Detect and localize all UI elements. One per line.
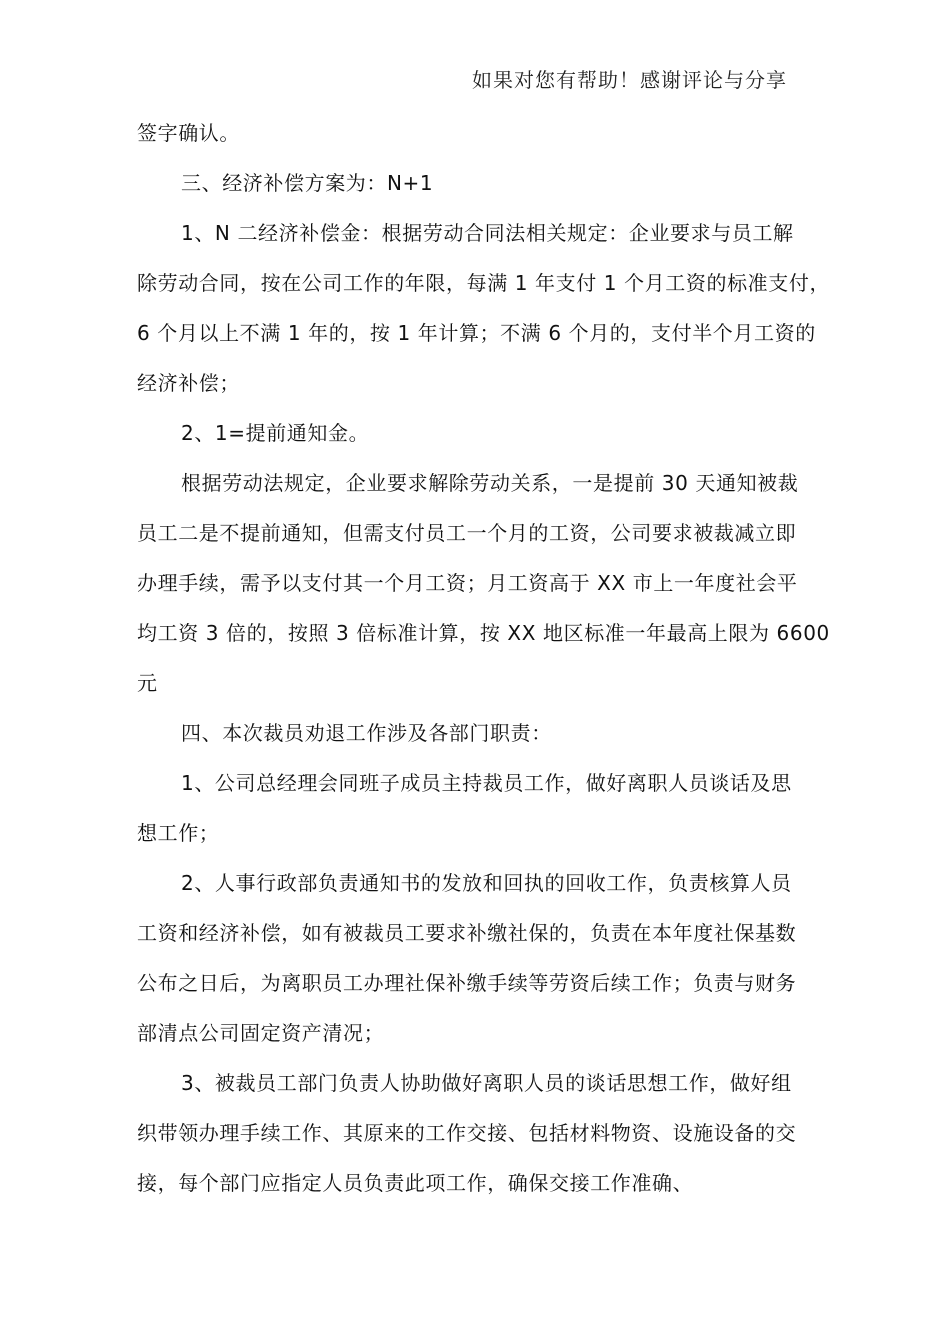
text-line: 公布之日后，为离职员工办理社保补缴手续等劳资后续工作；负责与财务 xyxy=(137,971,797,995)
text-line: 6 个月以上不满 1 年的，按 1 年计算；不满 6 个月的，支付半个月工资的 xyxy=(137,321,816,345)
text-line: 除劳动合同，按在公司工作的年限，每满 1 年支付 1 个月工资的标准支付， xyxy=(137,271,831,295)
text-line: 签字确认。 xyxy=(137,121,240,145)
document-body xyxy=(137,108,831,1208)
text-line: 工资和经济补偿，如有被裁员工要求补缴社保的，负责在本年度社保基数 xyxy=(137,921,797,945)
section-heading-compensation: 三、经济补偿方案为：N+1 xyxy=(181,171,434,195)
text-line: 织带领办理手续工作、其原来的工作交接、包括材料物资、设施设备的交 xyxy=(137,1121,797,1145)
text-line: 想工作； xyxy=(137,821,220,845)
text-line: 员工二是不提前通知，但需支付员工一个月的工资，公司要求被裁减立即 xyxy=(137,521,797,545)
header-note: 如果对您有帮助！感谢评论与分享 xyxy=(472,68,787,92)
text-line: 根据劳动法规定，企业要求解除劳动关系，一是提前 30 天通知被裁 xyxy=(181,471,799,495)
text-line: 1、公司总经理会同班子成员主持裁员工作，做好离职人员谈话及思 xyxy=(181,771,792,795)
text-line: 2、人事行政部负责通知书的发放和回执的回收工作，负责核算人员 xyxy=(181,871,792,895)
text-line: 3、被裁员工部门负责人协助做好离职人员的谈话思想工作，做好组 xyxy=(181,1071,792,1095)
text-line: 接，每个部门应指定人员负责此项工作，确保交接工作准确、 xyxy=(137,1171,694,1195)
section-heading-responsibilities: 四、本次裁员劝退工作涉及各部门职责： xyxy=(181,721,552,745)
text-line: 1、N 二经济补偿金：根据劳动合同法相关规定：企业要求与员工解 xyxy=(181,221,794,245)
text-line: 均工资 3 倍的，按照 3 倍标准计算，按 XX 地区标准一年最高上限为 6600 xyxy=(137,621,830,645)
text-line: 元 xyxy=(137,671,158,695)
text-line: 经济补偿； xyxy=(137,371,240,395)
text-line: 部清点公司固定资产清况； xyxy=(137,1021,385,1045)
text-line: 2、1=提前通知金。 xyxy=(181,421,370,445)
text-line: 办理手续，需予以支付其一个月工资；月工资高于 XX 市上一年度社会平 xyxy=(137,571,798,595)
